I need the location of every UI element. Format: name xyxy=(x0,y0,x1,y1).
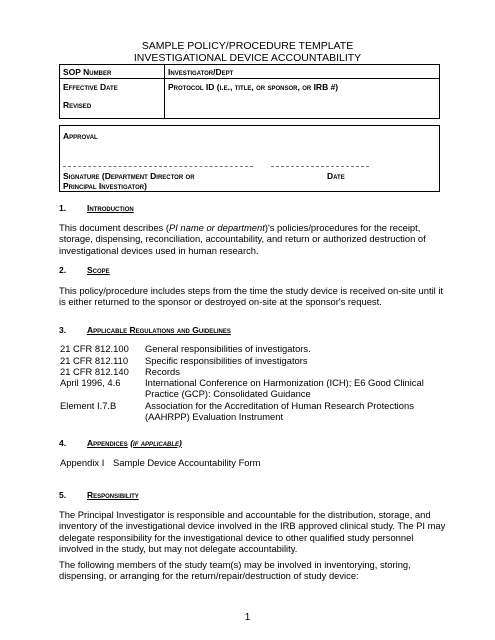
signature-label-line-1: Signature (Department Director or xyxy=(63,171,195,181)
section-5-paragraph-2: The following members of the study team(s) may be involved in inventorying, storing, dispensing, or arranging for the return/repair/destruction of study device: xyxy=(59,559,411,582)
document-title-line-1: SAMPLE POLICY/PROCEDURE TEMPLATE xyxy=(141,40,354,52)
appendix-desc: Sample Device Accountability Form xyxy=(113,457,261,468)
revised-label: Revised xyxy=(63,100,92,110)
signature-label-line-2: Principal Investigator) xyxy=(63,181,147,191)
section-4-title: Appendices (if applicable) xyxy=(87,438,182,448)
protocol-id-label: Protocol ID (i.e., title, or sponsor, or IRB #) xyxy=(168,82,339,92)
section-2-number: 2. xyxy=(59,265,67,275)
section-2-title: Scope xyxy=(87,265,110,275)
reg-code: 21 CFR 812.110 xyxy=(60,355,129,366)
section-5-paragraph-1: The Principal Investigator is responsible and accountable for the distribution, storage, and inventory of the investigational device involved in the IRB approved clinical study. The PI may delegate responsibility for the investigational device to other qualified study personnel involved in the study, but may not delegate accountability. xyxy=(59,509,446,555)
section-3-number: 3. xyxy=(59,325,67,335)
section-5-number: 5. xyxy=(59,490,67,500)
approval-label: Approval xyxy=(63,131,98,141)
reg-desc: Records xyxy=(145,366,180,377)
signature-line xyxy=(63,166,253,167)
section-3-title: Applicable Regulations and Guidelines xyxy=(87,325,231,335)
reg-code: Element I.7.B xyxy=(60,400,117,411)
reg-desc: Specific responsibilities of investigators xyxy=(145,355,308,366)
reg-desc: Association for the Accreditation of Human Research Protections (AAHRPP) Evaluation Instrument xyxy=(145,400,414,423)
reg-desc: General responsibilities of investigators. xyxy=(145,343,311,354)
section-4-number: 4. xyxy=(59,438,67,448)
reg-code: 21 CFR 812.100 xyxy=(60,343,129,354)
appendix-code: Appendix I xyxy=(60,457,105,468)
section-1-number: 1. xyxy=(59,203,67,213)
reg-code: April 1996, 4.6 xyxy=(60,377,121,388)
effective-date-label: Effective Date xyxy=(63,82,118,92)
section-1-paragraph: This document describes (PI name or department)'s policies/procedures for the receipt, storage, dispensing, reconciliation, accountability, and return or authorized destruction of investigational devices used in human research. xyxy=(59,222,426,256)
investigator-dept-label: Investigator/Dept xyxy=(168,67,234,77)
date-line xyxy=(271,166,369,167)
table-row-divider xyxy=(59,78,440,79)
section-2-paragraph: This policy/procedure includes steps from the time the study device is received on-site until it is either returned to the sponsor or destroyed on-site at the sponsor's request. xyxy=(59,285,444,308)
reg-desc: International Conference on Harmonization (ICH); E6 Good Clinical Practice (GCP): Consolidated Guidance xyxy=(145,377,424,400)
section-5-title: Responsibility xyxy=(87,490,139,500)
page-number: 1 xyxy=(244,612,251,623)
sop-number-label: SOP Number xyxy=(63,67,112,77)
document-title-line-2: INVESTIGATIONAL DEVICE ACCOUNTABILITY xyxy=(133,52,362,64)
section-1-title: Introduction xyxy=(87,203,134,213)
date-label: Date xyxy=(327,171,345,181)
table-divider xyxy=(164,64,165,119)
reg-code: 21 CFR 812.140 xyxy=(60,366,129,377)
